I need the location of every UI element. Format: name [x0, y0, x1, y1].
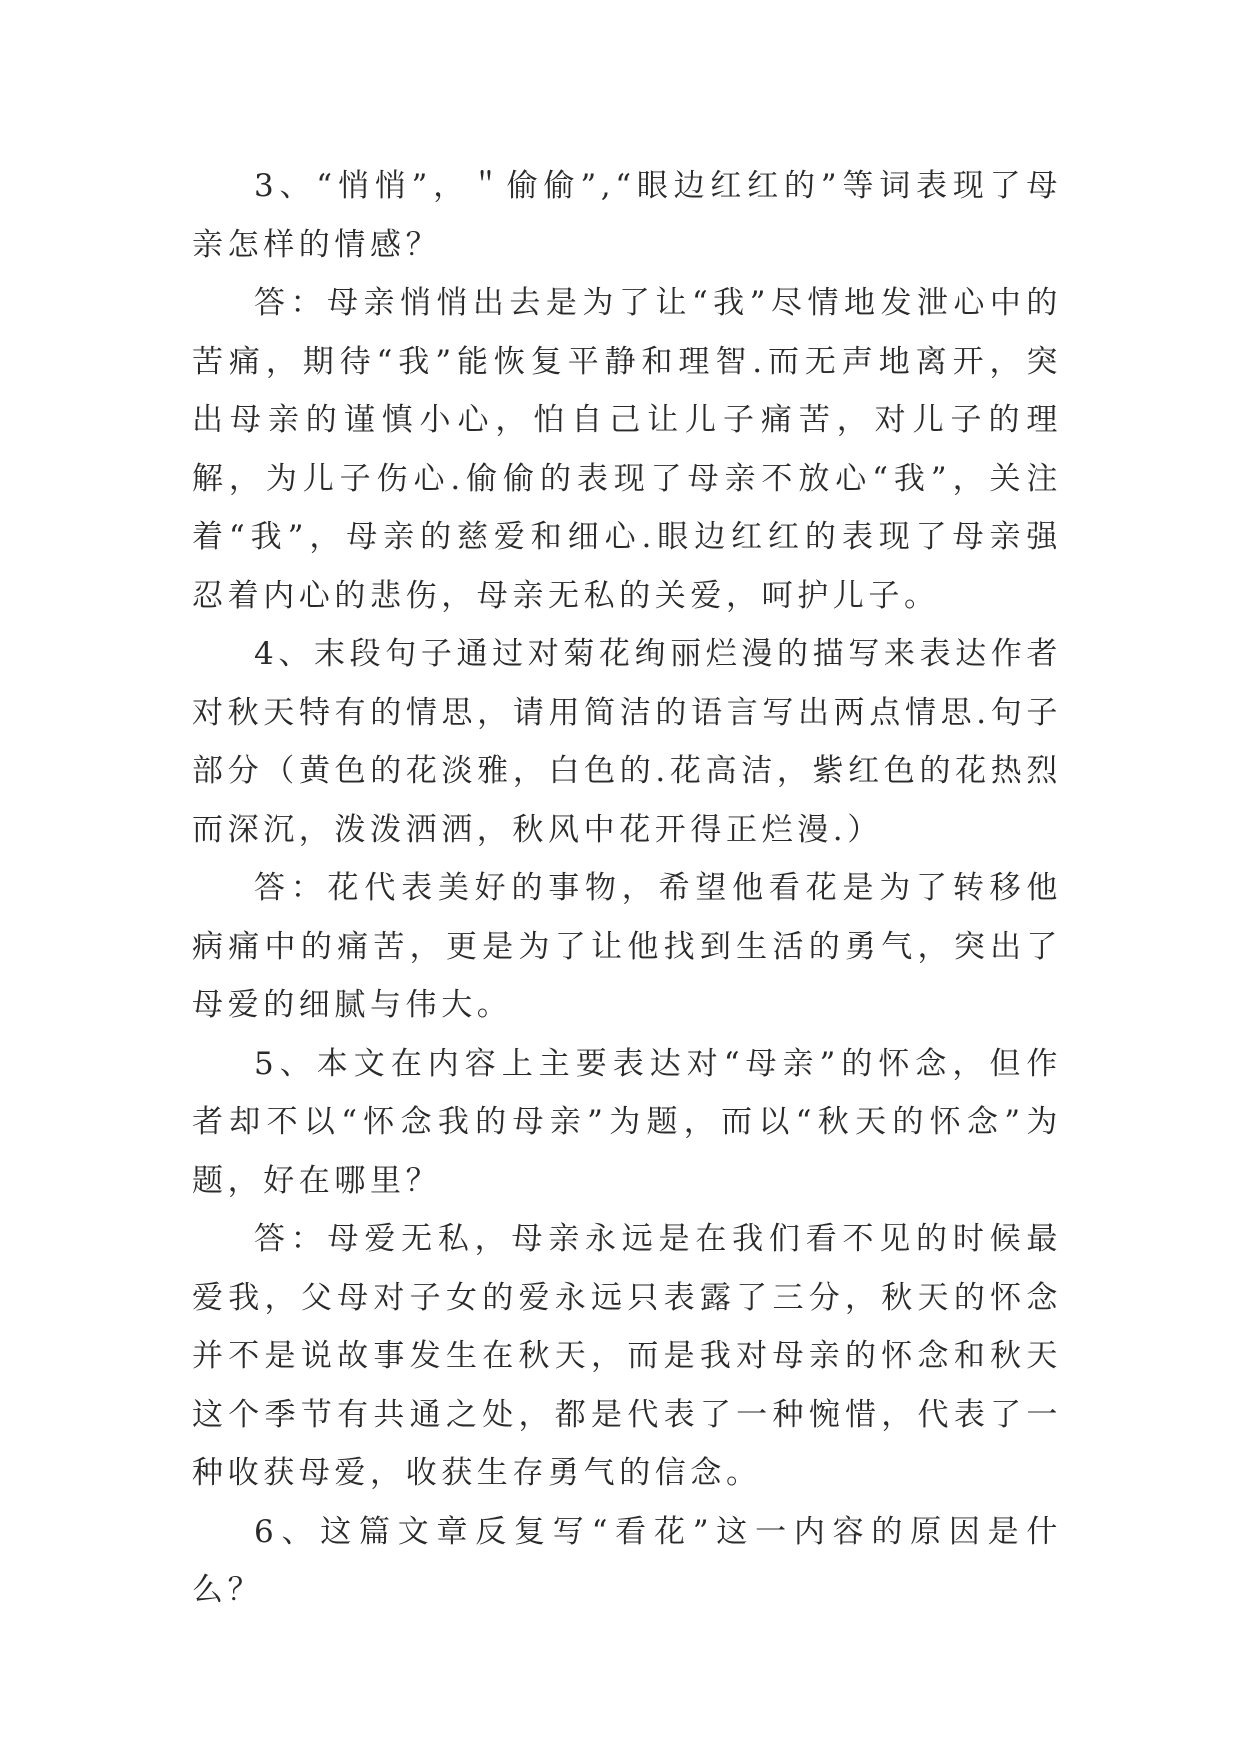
question-5: 5、本文在内容上主要表达对“母亲”的怀念，但作者却不以“怀念我的母亲”为题，而以“秋天的怀念”为题，好在哪里？: [192, 1045, 1062, 1199]
answer-3: 答：母亲悄悄出去是为了让“我”尽情地发泄心中的苦痛，期待“我”能恢复平静和理智.而无声地离开，突出母亲的谨慎小心，怕自己让儿子痛苦，对儿子的理解，为儿子伤心.偷偷的表现了母亲不放心“我”，关注着“我”，母亲的慈爱和细心.眼边红红的表现了母亲强忍着内心的悲伤，母亲无私的关爱，呵护儿子。: [192, 285, 1062, 614]
question-3: 3、“悄悄”，＂偷偷”,“眼边红红的”等词表现了母亲怎样的情感？: [192, 168, 1062, 263]
question-6: 6、这篇文章反复写“看花”这一内容的原因是什么？: [192, 1513, 1062, 1608]
document-body: [192, 157, 1062, 1620]
answer-5: 答：母爱无私，母亲永远是在我们看不见的时候最爱我，父母对子女的爱永远只表露了三分，秋天的怀念并不是说故事发生在秋天，而是我对母亲的怀念和秋天这个季节有共通之处，都是代表了一种惋惜，代表了一种收获母爱，收获生存勇气的信念。: [192, 1221, 1062, 1491]
question-4: 4、末段句子通过对菊花绚丽烂漫的描写来表达作者对秋天特有的情思，请用简洁的语言写出两点情思.句子部分（黄色的花淡雅，白色的.花高洁，紫红色的花热烈而深沉，泼泼洒洒，秋风中花开得正烂漫.）: [192, 636, 1062, 848]
answer-4: 答：花代表美好的事物，希望他看花是为了转移他病痛中的痛苦，更是为了让他找到生活的勇气，突出了母爱的细腻与伟大。: [192, 870, 1062, 1023]
